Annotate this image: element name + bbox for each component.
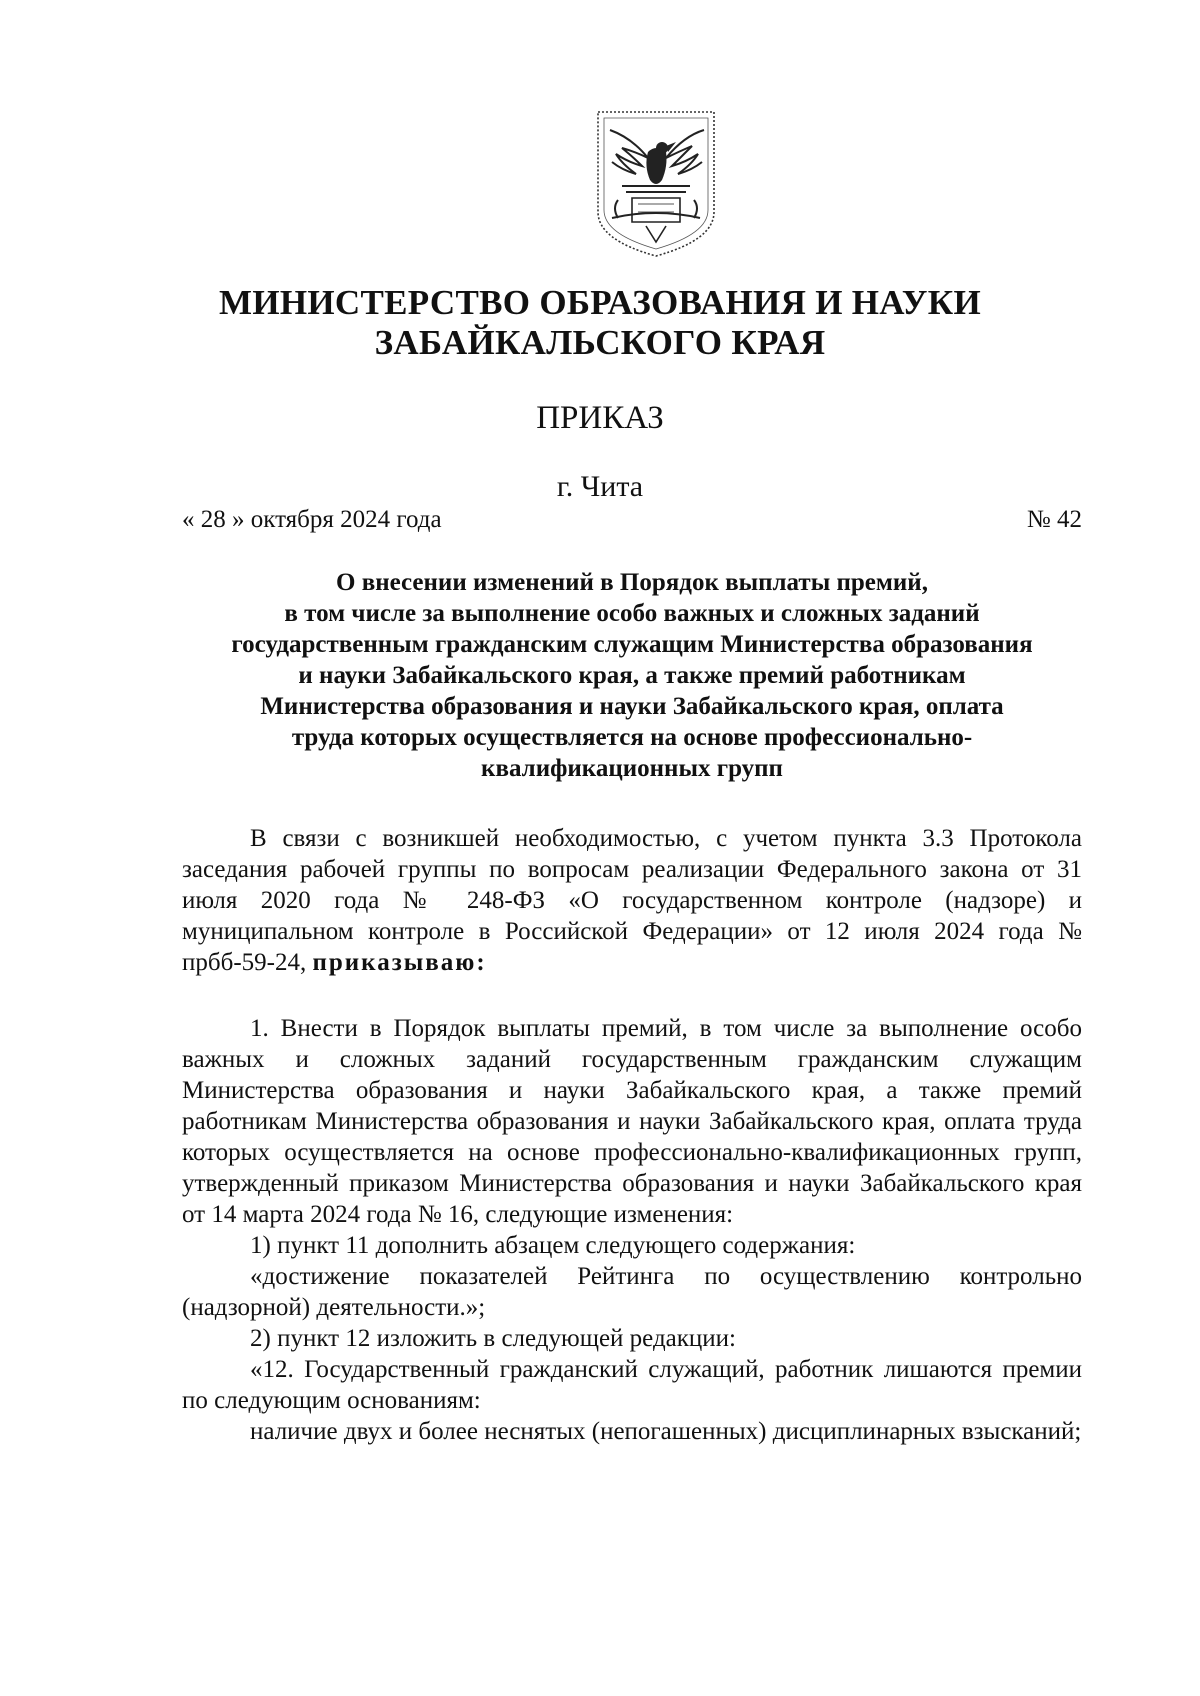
ministry-name-line2: ЗАБАЙКАЛЬСКОГО КРАЯ	[374, 323, 826, 362]
coat-of-arms-icon	[592, 108, 720, 260]
title-line: О внесении изменений в Порядок выплаты премий,	[336, 569, 928, 596]
paragraph-1-2-text: «12. Государственный гражданский служащий, работник лишаются премии по следующим основаниям:	[182, 1356, 1082, 1414]
paragraph-1-1-text: «достижение показателей Рейтинга по осуществлению контрольно (надзорной) деятельности.»;	[182, 1263, 1082, 1321]
title-line: труда которых осуществляется на основе профессионально-	[291, 724, 973, 751]
document-city: г. Чита	[556, 470, 644, 503]
document-date: « 28 » октября 2024 года	[182, 506, 442, 533]
document-number: № 42	[1026, 506, 1082, 533]
paragraph-1: 1. Внести в Порядок выплаты премий, в том числе за выполнение особо важных и сложных заданий государственным гражданским служащим Министерства образования и науки Забайкальского края, а также премий работникам Министерства образования и науки Забайкальского края, оплата труда которых осуществляется на основе профессионально-квалификационных групп, утвержденный приказом Министерства образования и науки Забайкальского края от 14 марта 2024 года № 16, следующие изменения:	[182, 1015, 1082, 1228]
paragraph-1-2: 2) пункт 12 изложить в следующей редакции:	[250, 1325, 736, 1352]
document-title	[182, 567, 1082, 784]
paragraph-1-1: 1) пункт 11 дополнить абзацем следующего содержания:	[250, 1232, 856, 1259]
order-body	[182, 1013, 1082, 1447]
paragraph-1-2-item: наличие двух и более неснятых (непогашенных) дисциплинарных взысканий;	[250, 1418, 1082, 1445]
ministry-name-line1: МИНИСТЕРСТВО ОБРАЗОВАНИЯ И НАУКИ	[219, 283, 981, 322]
order-keyword: приказываю:	[312, 949, 487, 976]
title-line: и науки Забайкальского края, а также премий работникам	[298, 662, 966, 689]
preamble	[182, 823, 1082, 978]
document-type: ПРИКАЗ	[536, 400, 664, 436]
ministry-name	[200, 283, 1000, 363]
title-line: квалификационных групп	[481, 755, 783, 782]
preamble-paragraph	[182, 823, 1082, 978]
title-line: в том числе за выполнение особо важных и сложных заданий	[284, 600, 980, 627]
preamble-text: В связи с возникшей необходимостью, с учетом пункта 3.3 Протокола заседания рабочей группы по вопросам реализации Федерального закона от 31 июля 2020 года № 248-ФЗ «О государственном контроле (надзоре) и муниципальном контроле в Российской Федерации» от 12 июля 2024 года № прбб-59-24,	[182, 825, 1082, 976]
title-line: Министерства образования и науки Забайкальского края, оплата	[260, 693, 1004, 720]
title-line: государственным гражданским служащим Министерства образования	[231, 631, 1033, 658]
